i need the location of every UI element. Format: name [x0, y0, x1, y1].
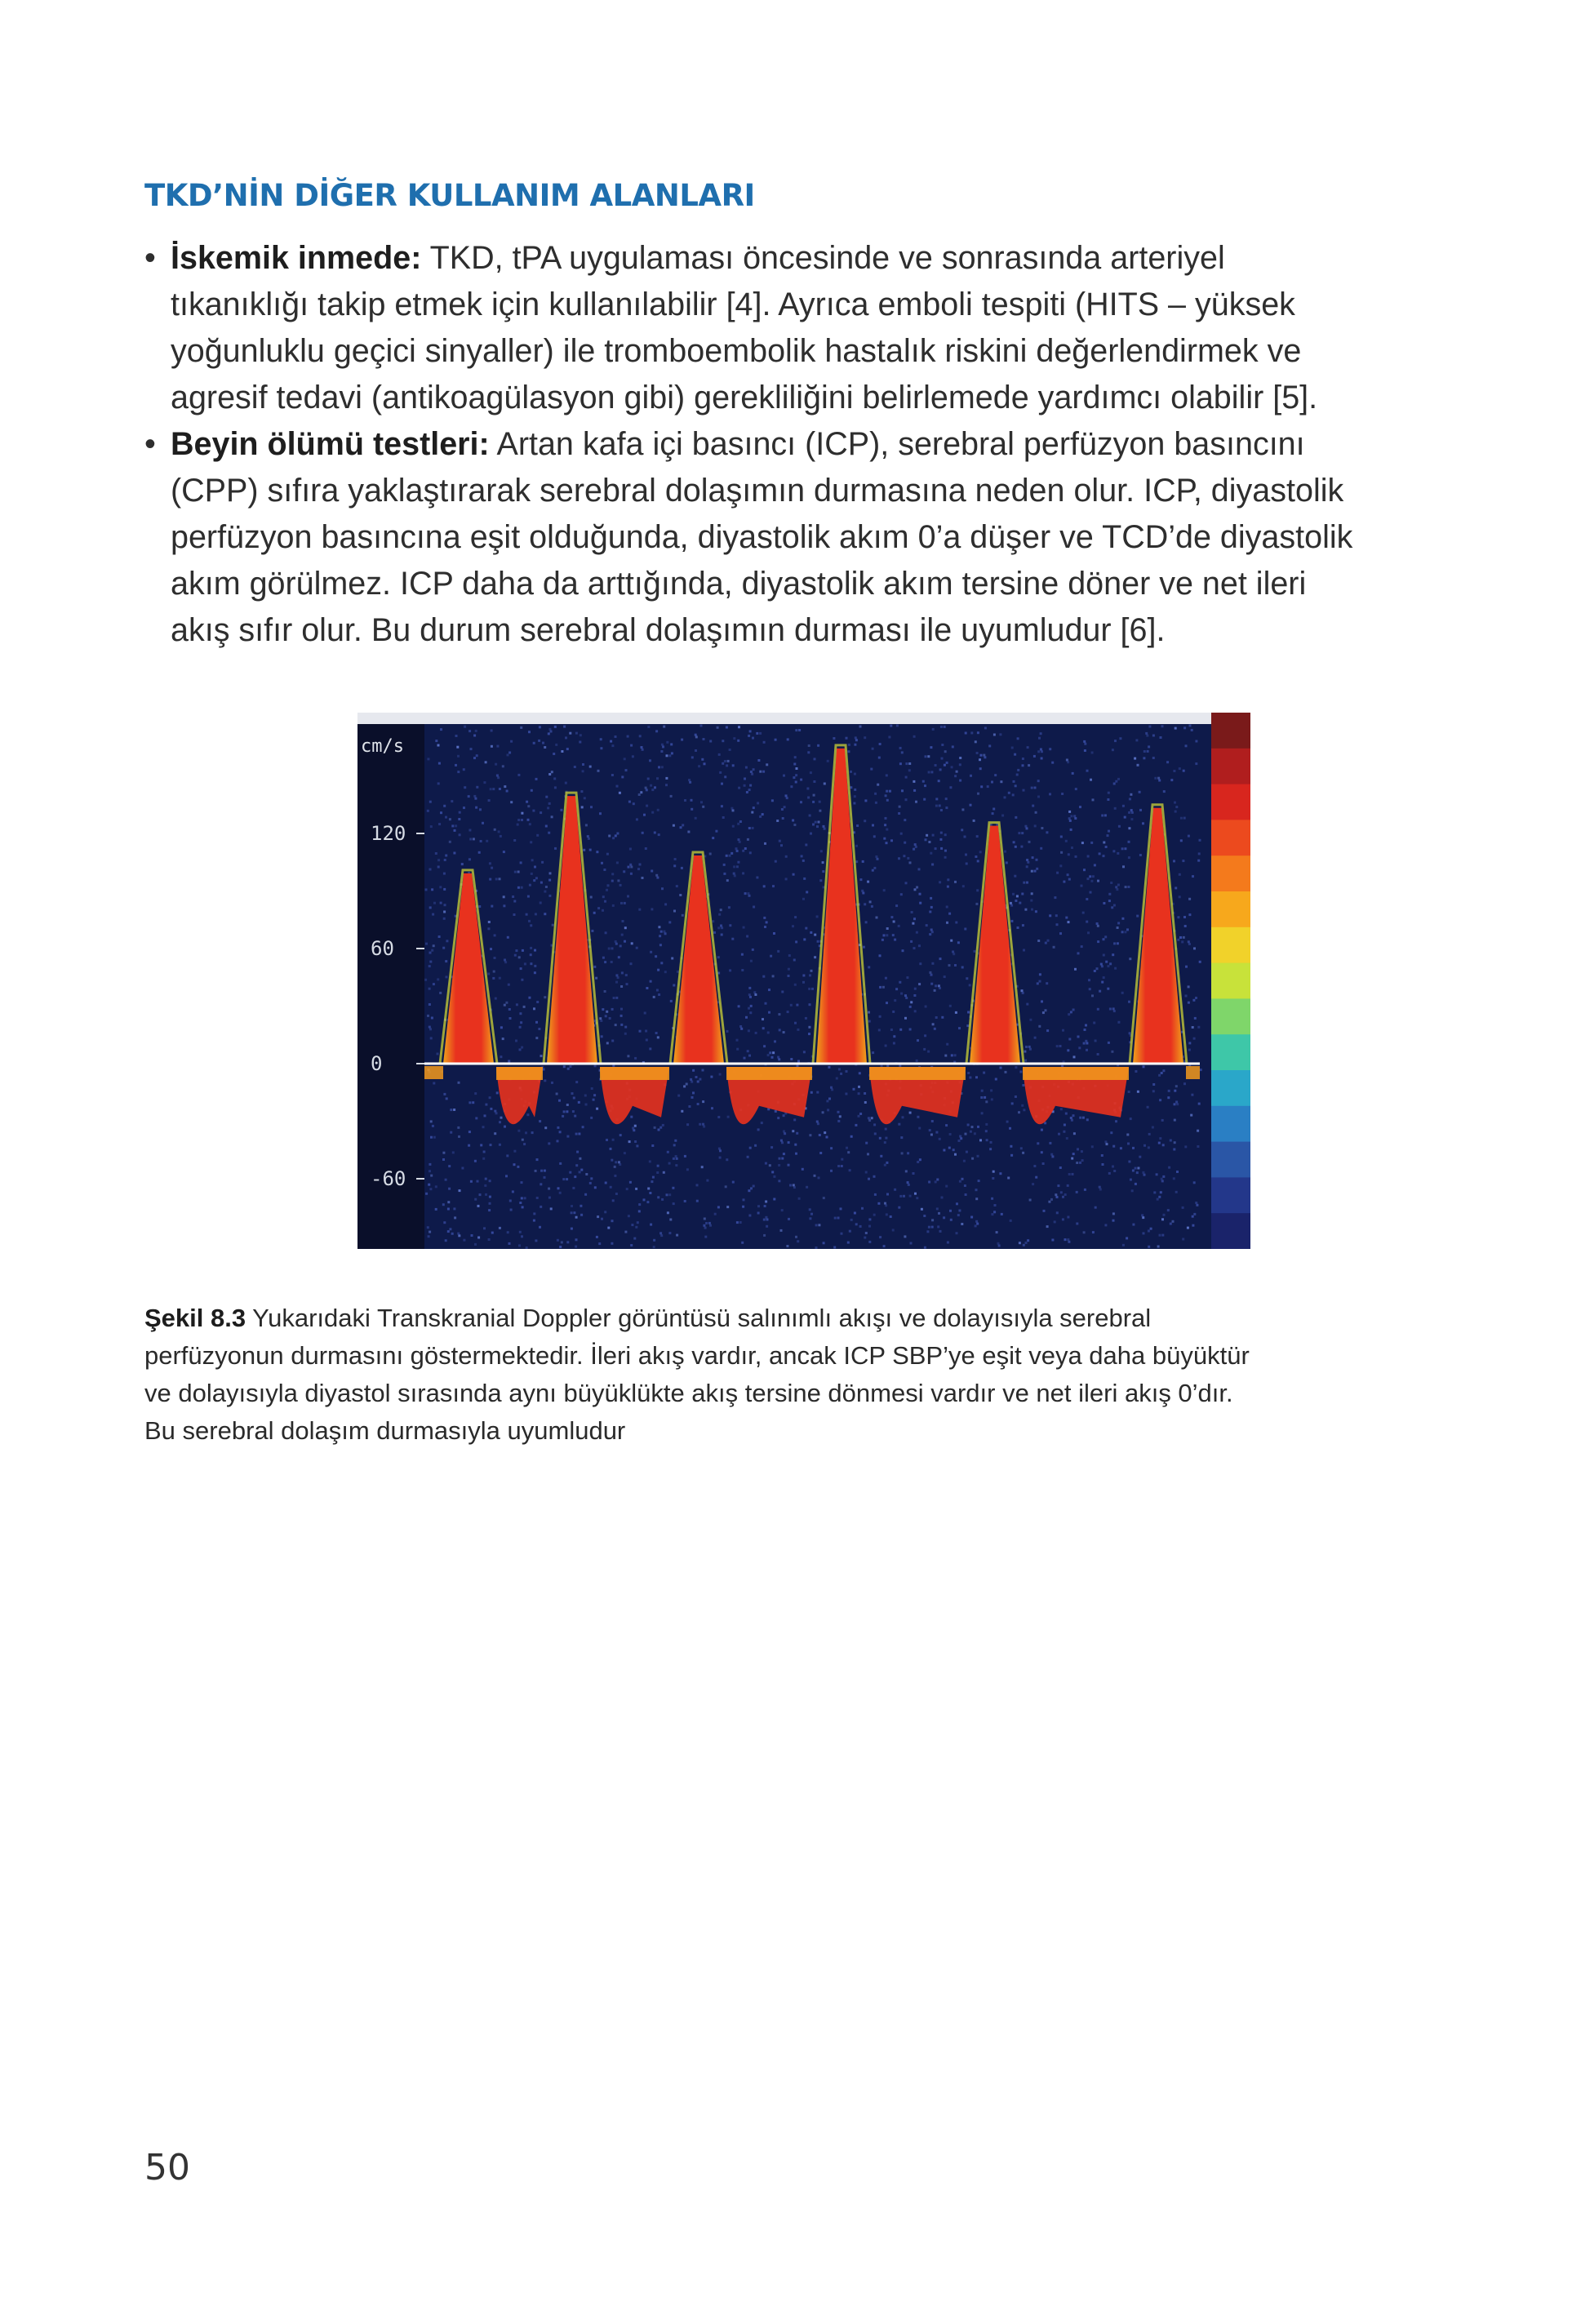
bullet-term: İskemik inmede: — [171, 240, 422, 276]
color-scale-swatch — [1211, 1177, 1250, 1214]
bullet-text-line: akış sıfır olur. Bu durum serebral dolaşımın durması ile uyumludur [6]. — [171, 612, 1166, 648]
color-scale-swatch — [1211, 963, 1250, 1000]
reversal-edge — [1186, 1066, 1200, 1079]
color-scale-swatch — [1211, 891, 1250, 928]
bullet-text-line: yoğunluklu geçici sinyaller) ile tromboembolik hastalık riskini değerlendirmek ve — [171, 333, 1302, 369]
velocity-tick-label: 120 — [371, 822, 406, 845]
doppler-figure — [357, 713, 1250, 1249]
color-scale-swatch — [1211, 998, 1250, 1035]
bullet-text-line: (CPP) sıfıra yaklaştırarak serebral dolaşımın durmasına neden olur. ICP, diyastolik — [171, 473, 1344, 509]
reversal-edge — [869, 1067, 966, 1080]
bullet-term: Beyin ölümü testleri: — [171, 426, 490, 462]
color-scale-swatch — [1211, 1070, 1250, 1107]
caption-line: Bu serebral dolaşım durmasıyla uyumludur — [144, 1416, 626, 1445]
velocity-tick-label: 0 — [371, 1052, 383, 1075]
color-scale-swatch — [1211, 784, 1250, 821]
section-heading: TKD’NİN DİĞER KULLANIM ALANLARI — [144, 178, 755, 213]
caption-line: perfüzyonun durmasını göstermektedir. İleri akış vardır, ancak ICP SBP’ye eşit veya daha büyüktür — [144, 1341, 1250, 1370]
color-scale-swatch — [1211, 927, 1250, 964]
bullet-text-line: TKD, tPA uygulaması öncesinde ve sonrasında arteriyel — [421, 240, 1225, 276]
color-scale-swatch — [1211, 713, 1250, 749]
color-scale-swatch — [1211, 1034, 1250, 1071]
unit-label: cm/s — [361, 736, 404, 757]
bullet-item-ischemic-stroke — [144, 235, 1450, 421]
color-scale-swatch — [1211, 820, 1250, 856]
spectrum-background — [357, 713, 1250, 1249]
page-number: 50 — [144, 2147, 190, 2188]
bullet-marker: • — [144, 426, 156, 462]
top-frame — [357, 713, 1250, 724]
reversal-edge — [424, 1066, 443, 1079]
caption-line: ve dolayısıyla diyastol sırasında aynı büyüklükte akış tersine dönmesi vardır ve net ileri akış 0’dır. — [144, 1379, 1233, 1407]
bullet-list — [144, 235, 1450, 654]
color-scale-swatch — [1211, 855, 1250, 892]
bullet-item-brain-death — [144, 421, 1450, 654]
color-scale-bar — [1211, 713, 1250, 1249]
bullet-text-line: perfüzyon basıncına eşit olduğunda, diyastolik akım 0’a düşer ve TCD’de diyastolik — [171, 519, 1353, 555]
bullet-text-line: Artan kafa içi basıncı (ICP), serebral perfüzyon basıncını — [489, 426, 1305, 462]
caption-label: Şekil 8.3 — [144, 1304, 246, 1332]
velocity-tick-label: 60 — [371, 937, 394, 960]
bullet-text-line: agresif tedavi (antikoagülasyon gibi) gerekliliğini belirlemede yardımcı olabilir [5]. — [171, 380, 1318, 415]
bullet-text-line: tıkanıklığı takip etmek için kullanılabilir [4]. Ayrıca emboli tespiti (HITS – yüksek — [171, 287, 1295, 322]
figure-caption — [144, 1300, 1450, 1450]
reversal-edge — [600, 1067, 669, 1080]
reversal-edge — [1023, 1067, 1129, 1080]
doppler-spectrum-image — [357, 713, 1250, 1249]
color-scale-swatch — [1211, 749, 1250, 785]
velocity-tick-label: -60 — [371, 1167, 406, 1190]
reversal-edge — [496, 1067, 543, 1080]
color-scale-swatch — [1211, 1106, 1250, 1143]
color-scale-swatch — [1211, 1142, 1250, 1179]
reversal-edge — [726, 1067, 812, 1080]
caption-line: Yukarıdaki Transkranial Doppler görüntüsü salınımlı akışı ve dolayısıyla serebral — [246, 1304, 1152, 1332]
bullet-marker: • — [144, 240, 156, 276]
color-scale-swatch — [1211, 1213, 1250, 1249]
bullet-text-line: akım görülmez. ICP daha da arttığında, diyastolik akım tersine döner ve net ileri — [171, 566, 1307, 602]
